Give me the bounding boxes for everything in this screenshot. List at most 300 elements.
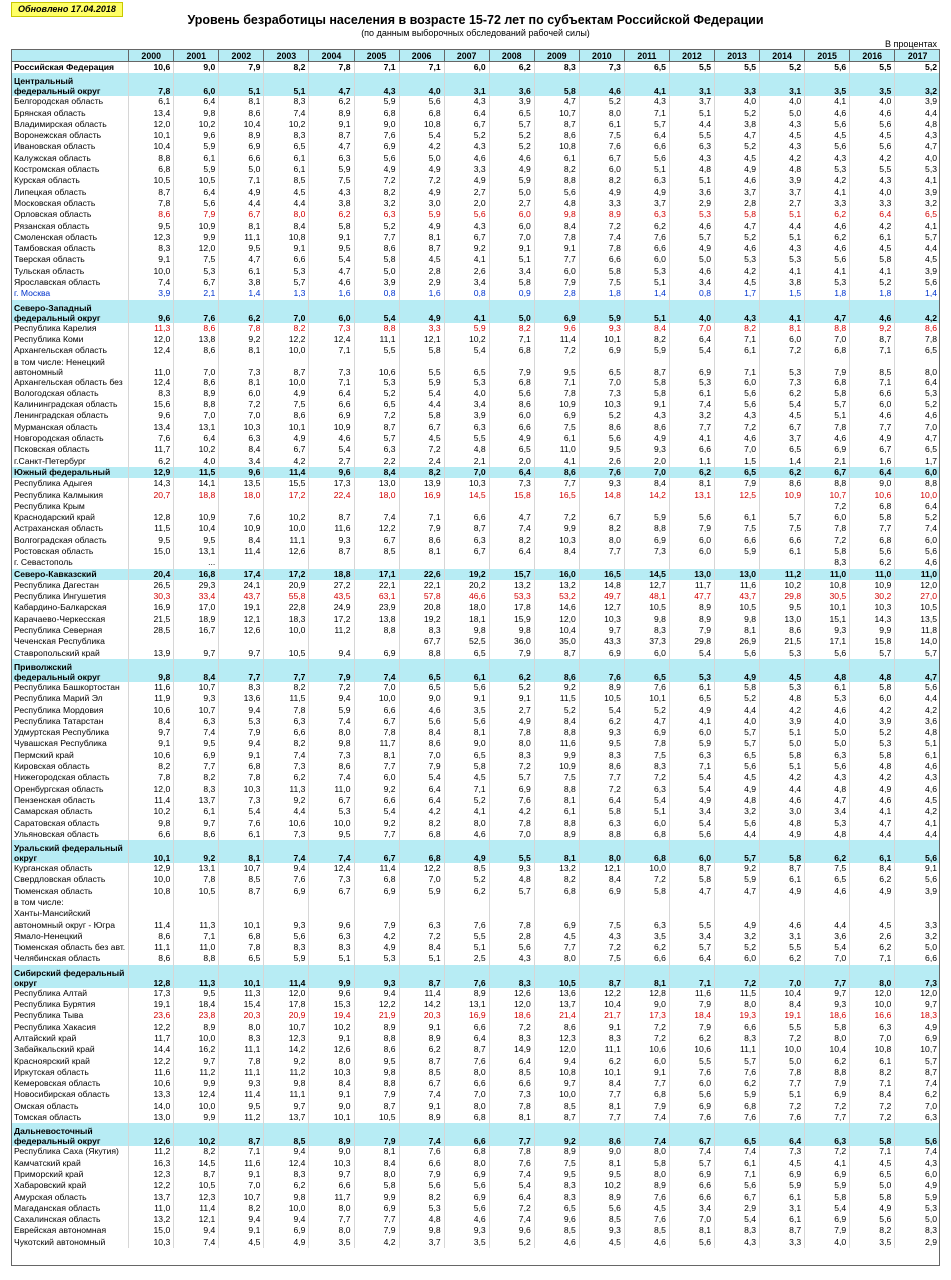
header-year: 2009: [534, 50, 579, 62]
rate-value: 14,0: [895, 636, 940, 647]
rate-value: 11,7: [129, 444, 174, 455]
rate-value: 3,5: [850, 1237, 895, 1248]
rate-value: 7,6: [129, 433, 174, 444]
rate-value: 4,3: [444, 141, 489, 152]
rate-value: 17,0: [174, 602, 219, 613]
rate-value: 4,7: [534, 96, 579, 107]
rate-value: 3,8: [309, 198, 354, 209]
rate-value: 2,9: [399, 277, 444, 288]
rate-value: 7,3: [579, 388, 624, 399]
rate-value: 8,3: [489, 750, 534, 761]
rate-value: 7,6: [489, 795, 534, 806]
rate-value: 8,4: [129, 716, 174, 727]
region-name: Белгородская область: [12, 96, 129, 107]
header-year: 2013: [715, 50, 760, 62]
table-row: [12, 625, 941, 636]
region-name: Республика Калмыкия: [12, 490, 129, 501]
rate-value: 6,4: [174, 433, 219, 444]
rate-value: 12,2: [129, 1180, 174, 1191]
rate-value: 8,2: [579, 175, 624, 186]
rate-value: 6,2: [805, 232, 850, 243]
rate-value: 3,9: [895, 886, 940, 897]
rate-value: ...: [174, 557, 219, 568]
rate-value: 7,4: [399, 1123, 444, 1146]
rate-value: 7,5: [579, 277, 624, 288]
rate-value: 8,4: [399, 727, 444, 738]
rate-value: 4,0: [805, 716, 850, 727]
rate-value: [489, 557, 534, 568]
rate-value: 12,9: [129, 863, 174, 874]
rate-value: 7,2: [489, 1022, 534, 1033]
rate-value: 2,7: [489, 705, 534, 716]
rate-value: [264, 636, 309, 647]
rate-value: 4,5: [399, 254, 444, 265]
rate-value: 8,6: [534, 130, 579, 141]
rate-value: 6,5: [895, 444, 940, 455]
rate-value: 7,4: [669, 1146, 714, 1157]
rate-value: 3,1: [760, 1203, 805, 1214]
region-name: Республика Тыва: [12, 1010, 129, 1021]
rate-value: 8,8: [354, 625, 399, 636]
region-name: Республика Дагестан: [12, 580, 129, 591]
rate-value: 8,9: [309, 1123, 354, 1146]
rate-value: 6,4: [895, 501, 940, 512]
rate-value: 10,5: [174, 175, 219, 186]
rate-value: 4,0: [444, 388, 489, 399]
rate-value: 9,2: [174, 840, 219, 863]
rate-value: 2,7: [760, 198, 805, 209]
rate-value: 9,2: [354, 784, 399, 795]
rate-value: 5,3: [174, 266, 219, 277]
rate-value: 7,8: [174, 874, 219, 885]
rate-value: 5,2: [489, 130, 534, 141]
rate-value: 8,5: [219, 874, 264, 885]
rate-value: 1,8: [805, 288, 850, 299]
region-name: Магаданская область: [12, 1203, 129, 1214]
rate-value: 7,9: [669, 523, 714, 534]
rate-value: 2,0: [624, 456, 669, 467]
rate-value: 6,2: [444, 886, 489, 897]
rate-value: 5,6: [895, 1123, 940, 1146]
rate-value: 4,9: [264, 433, 309, 444]
rate-value: 11,1: [129, 942, 174, 953]
region-name: г. Москва: [12, 288, 129, 299]
rate-value: [354, 636, 399, 647]
rate-value: 6,9: [805, 1169, 850, 1180]
rate-value: 7,9: [354, 1123, 399, 1146]
rate-value: 7,1: [850, 377, 895, 388]
rate-value: 4,1: [669, 433, 714, 444]
table-row: [12, 164, 941, 175]
rate-value: 6,7: [219, 209, 264, 220]
rate-value: [760, 897, 805, 908]
rate-value: 8,7: [850, 334, 895, 345]
rate-value: 7,2: [399, 175, 444, 186]
rate-value: 7,5: [264, 399, 309, 410]
rate-value: 5,2: [489, 682, 534, 693]
table-row: [12, 422, 941, 433]
rate-value: 6,5: [444, 357, 489, 377]
rate-value: 6,4: [489, 1056, 534, 1067]
rate-value: 7,6: [354, 130, 399, 141]
rate-value: 2,1: [805, 456, 850, 467]
rate-value: 6,2: [579, 1056, 624, 1067]
rate-value: 4,7: [895, 659, 940, 682]
rate-value: 14,1: [174, 478, 219, 489]
rate-value: [579, 501, 624, 512]
rate-value: 7,4: [129, 277, 174, 288]
rate-value: 8,3: [489, 965, 534, 988]
table-row: [12, 175, 941, 186]
rate-value: [354, 897, 399, 908]
rate-value: 63,1: [354, 591, 399, 602]
rate-value: 6,0: [669, 546, 714, 557]
rate-value: 8,6: [399, 535, 444, 546]
rate-value: 4,4: [805, 920, 850, 931]
rate-value: 10,3: [309, 1067, 354, 1078]
table-row: [12, 1237, 941, 1248]
rate-value: 15,9: [489, 614, 534, 625]
rate-value: 11,2: [309, 625, 354, 636]
rate-value: 17,2: [309, 614, 354, 625]
rate-value: 9,5: [174, 535, 219, 546]
region-name: Вологодская область: [12, 388, 129, 399]
rate-value: 8,1: [760, 323, 805, 334]
rate-value: 5,3: [264, 266, 309, 277]
rate-value: 13,9: [399, 478, 444, 489]
rate-value: 4,9: [444, 840, 489, 863]
rate-value: 5,7: [264, 277, 309, 288]
rate-value: 5,6: [444, 1180, 489, 1191]
rate-value: 15,8: [489, 490, 534, 501]
region-name: Краснодарский край: [12, 512, 129, 523]
rate-value: 6,9: [805, 1089, 850, 1100]
rate-value: 10,7: [895, 1044, 940, 1055]
rate-value: 5,6: [895, 874, 940, 885]
rate-value: 8,2: [264, 323, 309, 334]
rate-value: 5,9: [174, 164, 219, 175]
rate-value: 6,5: [444, 648, 489, 659]
rate-value: 7,4: [715, 1146, 760, 1157]
rate-value: [489, 501, 534, 512]
region-name: Курская область: [12, 175, 129, 186]
rate-value: 11,0: [534, 444, 579, 455]
rate-value: 9,9: [174, 232, 219, 243]
rate-value: 6,6: [715, 535, 760, 546]
rate-value: 1,6: [399, 288, 444, 299]
rate-value: 19,2: [399, 614, 444, 625]
rate-value: 8,4: [399, 942, 444, 953]
rate-value: 5,8: [805, 546, 850, 557]
rate-value: 4,4: [399, 399, 444, 410]
rate-value: 11,0: [309, 784, 354, 795]
rate-value: 4,3: [715, 410, 760, 421]
rate-value: 6,9: [354, 648, 399, 659]
rate-value: 10,0: [129, 266, 174, 277]
rate-value: 4,1: [895, 175, 940, 186]
rate-value: 7,7: [354, 829, 399, 840]
rate-value: 7,4: [489, 1214, 534, 1225]
rate-value: 12,4: [174, 1089, 219, 1100]
rate-value: 2,6: [579, 456, 624, 467]
rate-value: 9,1: [309, 1033, 354, 1044]
rate-value: 10,1: [309, 1112, 354, 1123]
rate-value: 9,3: [174, 693, 219, 704]
rate-value: 8,3: [129, 243, 174, 254]
rate-value: 7,1: [219, 175, 264, 186]
rate-value: [715, 897, 760, 908]
rate-value: 5,8: [624, 377, 669, 388]
rate-value: [354, 557, 399, 568]
rate-value: 6,6: [354, 705, 399, 716]
rate-value: 6,4: [669, 953, 714, 964]
rate-value: 4,5: [895, 795, 940, 806]
rate-value: 8,7: [534, 119, 579, 130]
table-row: [12, 784, 941, 795]
rate-value: 10,8: [534, 1067, 579, 1078]
table-row: [12, 908, 941, 919]
rate-value: 6,2: [219, 300, 264, 323]
rate-value: 3,2: [895, 931, 940, 942]
rate-value: 7,6: [760, 1112, 805, 1123]
header-year: 2011: [624, 50, 669, 62]
table-row: [12, 1010, 941, 1021]
rate-value: 8,6: [399, 738, 444, 749]
rate-value: 7,0: [219, 410, 264, 421]
rate-value: 10,1: [805, 602, 850, 613]
rate-value: 2,1: [174, 288, 219, 299]
rate-value: 8,4: [219, 444, 264, 455]
rate-value: 18,6: [489, 1010, 534, 1021]
rate-value: 5,1: [399, 953, 444, 964]
rate-value: 3,4: [669, 277, 714, 288]
rate-value: 5,2: [715, 693, 760, 704]
rate-value: 5,9: [579, 300, 624, 323]
rate-value: 5,5: [669, 130, 714, 141]
rate-value: 7,3: [895, 965, 940, 988]
rate-value: 9,6: [489, 1225, 534, 1236]
region-name: Республика Башкортостан: [12, 682, 129, 693]
rate-value: 14,5: [624, 569, 669, 580]
table-row: [12, 141, 941, 152]
rate-value: 7,1: [309, 345, 354, 356]
rate-value: 9,0: [174, 62, 219, 74]
rate-value: 9,1: [129, 738, 174, 749]
rate-value: 2,8: [534, 288, 579, 299]
region-name: Омская область: [12, 1101, 129, 1112]
rate-value: 9,1: [489, 693, 534, 704]
rate-value: 5,1: [760, 232, 805, 243]
rate-value: 4,3: [669, 153, 714, 164]
rate-value: 11,5: [174, 467, 219, 478]
rate-value: 21,5: [760, 636, 805, 647]
rate-value: 10,9: [534, 761, 579, 772]
rate-value: 11,5: [534, 693, 579, 704]
rate-value: 9,9: [174, 1112, 219, 1123]
rate-value: 3,5: [444, 1237, 489, 1248]
rate-value: 12,6: [129, 1123, 174, 1146]
rate-value: 7,5: [579, 920, 624, 931]
rate-value: 7,8: [309, 62, 354, 74]
rate-value: 5,8: [850, 750, 895, 761]
rate-value: 8,7: [129, 187, 174, 198]
region-name: Кемеровская область: [12, 1078, 129, 1089]
rate-value: 7,7: [534, 478, 579, 489]
rate-value: 5,4: [219, 806, 264, 817]
rate-value: 5,4: [760, 399, 805, 410]
rate-value: 12,4: [309, 863, 354, 874]
rate-value: 11,3: [219, 988, 264, 999]
rate-value: 8,1: [219, 96, 264, 107]
rate-value: 8,6: [129, 209, 174, 220]
rate-value: [354, 908, 399, 919]
rate-value: 4,5: [895, 254, 940, 265]
rate-value: 5,0: [760, 108, 805, 119]
rate-value: 7,1: [399, 62, 444, 74]
rate-value: 9,3: [624, 444, 669, 455]
rate-value: 4,5: [760, 659, 805, 682]
rate-value: 8,1: [715, 625, 760, 636]
rate-value: 20,8: [399, 602, 444, 613]
rate-value: 9,4: [219, 705, 264, 716]
rate-value: [309, 557, 354, 568]
rate-value: 10,9: [760, 490, 805, 501]
region-name: Оренбургская область: [12, 784, 129, 795]
table-row: [12, 648, 941, 659]
rate-value: 7,9: [669, 625, 714, 636]
rate-value: 5,3: [895, 1203, 940, 1214]
rate-value: [129, 501, 174, 512]
rate-value: 8,1: [444, 727, 489, 738]
rate-value: 5,2: [895, 62, 940, 74]
rate-value: 8,6: [624, 422, 669, 433]
rate-value: 8,6: [534, 1022, 579, 1033]
rate-value: 6,0: [669, 727, 714, 738]
rate-value: 9,8: [264, 1078, 309, 1089]
rate-value: 12,9: [129, 467, 174, 478]
rate-value: 8,9: [669, 614, 714, 625]
region-name: г. Севастополь: [12, 557, 129, 568]
rate-value: 5,6: [399, 716, 444, 727]
region-name: Ульяновская область: [12, 829, 129, 840]
rate-value: 10,4: [805, 1044, 850, 1055]
rate-value: 8,8: [805, 323, 850, 334]
rate-value: 10,1: [129, 840, 174, 863]
rate-value: 20,4: [129, 569, 174, 580]
rate-value: 9,6: [534, 323, 579, 334]
rate-value: 5,3: [760, 648, 805, 659]
rate-value: 4,3: [805, 772, 850, 783]
rate-value: 3,7: [760, 187, 805, 198]
rate-value: 13,8: [354, 614, 399, 625]
rate-value: 8,9: [579, 682, 624, 693]
rate-value: 8,3: [264, 1169, 309, 1180]
rate-value: 5,2: [444, 130, 489, 141]
rate-value: 9,8: [624, 614, 669, 625]
rate-value: 8,2: [399, 1192, 444, 1203]
rate-value: 6,3: [354, 444, 399, 455]
rate-value: [579, 897, 624, 908]
rate-value: 8,5: [489, 1067, 534, 1078]
rate-value: 5,5: [715, 62, 760, 74]
rate-value: 8,0: [850, 965, 895, 988]
rate-value: 6,0: [174, 73, 219, 96]
rate-value: 6,7: [174, 277, 219, 288]
rate-value: 7,6: [399, 1146, 444, 1157]
rate-value: 14,2: [624, 490, 669, 501]
rate-value: 4,9: [399, 164, 444, 175]
rate-value: 8,3: [309, 942, 354, 953]
rate-value: 9,4: [354, 988, 399, 999]
rate-value: 6,1: [444, 659, 489, 682]
rate-value: 4,6: [805, 886, 850, 897]
rate-value: 6,0: [805, 512, 850, 523]
rate-value: 9,7: [219, 648, 264, 659]
rate-value: 4,8: [760, 164, 805, 175]
rate-value: 8,7: [264, 357, 309, 377]
rate-value: 3,3: [715, 73, 760, 96]
rate-value: 9,1: [219, 1169, 264, 1180]
rate-value: 29,3: [174, 580, 219, 591]
rate-value: 5,1: [264, 73, 309, 96]
rate-value: 6,4: [489, 1192, 534, 1203]
rate-value: 11,0: [174, 942, 219, 953]
rate-value: 7,7: [669, 422, 714, 433]
rate-value: 1,8: [850, 288, 895, 299]
rate-value: 7,8: [219, 323, 264, 334]
rate-value: 11,4: [174, 1203, 219, 1214]
rate-value: 8,2: [264, 682, 309, 693]
rate-value: [624, 908, 669, 919]
rate-value: 7,2: [399, 444, 444, 455]
rate-value: 7,9: [309, 659, 354, 682]
region-name: Алтайский край: [12, 1033, 129, 1044]
rate-value: 6,8: [624, 829, 669, 840]
rate-value: 5,8: [850, 682, 895, 693]
rate-value: 6,3: [805, 750, 850, 761]
header-year: 2007: [444, 50, 489, 62]
rate-value: 7,4: [309, 772, 354, 783]
rate-value: 4,1: [805, 1158, 850, 1169]
rate-value: 6,9: [489, 784, 534, 795]
rate-value: 5,0: [669, 254, 714, 265]
rate-value: 5,6: [579, 1203, 624, 1214]
region-name: Республика Ингушетия: [12, 591, 129, 602]
header-year: 2004: [309, 50, 354, 62]
rate-value: 6,0: [489, 221, 534, 232]
rate-value: 5,4: [399, 130, 444, 141]
rate-value: 9,9: [354, 1192, 399, 1203]
region-name: Костромская область: [12, 164, 129, 175]
rate-value: 10,6: [669, 1044, 714, 1055]
rate-value: 8,8: [174, 399, 219, 410]
rate-value: 9,5: [579, 1169, 624, 1180]
rate-value: 9,1: [624, 399, 669, 410]
rate-value: 2,4: [399, 456, 444, 467]
rate-value: 5,2: [715, 942, 760, 953]
rate-value: 6,3: [309, 153, 354, 164]
rate-value: 5,6: [489, 942, 534, 953]
rate-value: 6,4: [624, 130, 669, 141]
rate-value: 10,7: [174, 705, 219, 716]
rate-value: 4,9: [669, 795, 714, 806]
rate-value: 7,6: [219, 818, 264, 829]
rate-value: 9,8: [399, 1225, 444, 1236]
rate-value: 6,2: [309, 209, 354, 220]
rate-value: 5,9: [489, 175, 534, 186]
rate-value: 5,8: [399, 410, 444, 421]
header-year: 2016: [850, 50, 895, 62]
